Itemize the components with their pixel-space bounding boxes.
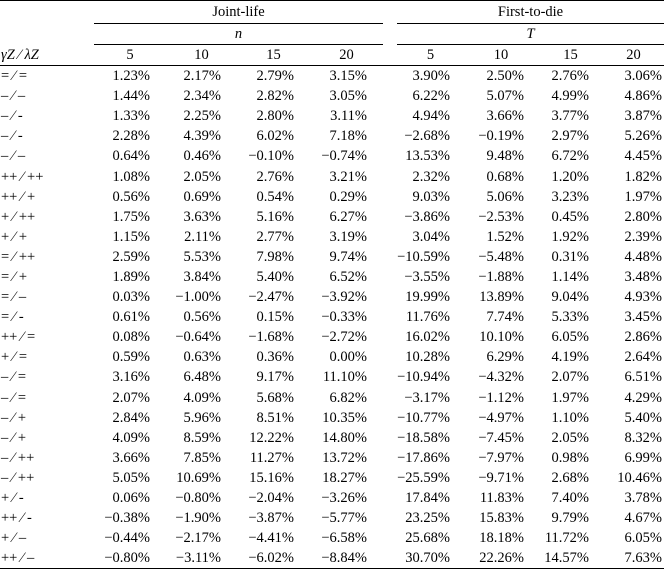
joint-life-cell: 5.05% — [112, 469, 150, 486]
first-to-die-cell: 6.99% — [624, 449, 662, 466]
joint-life-cell: 2.80% — [256, 108, 294, 125]
joint-life-cell: 5.53% — [183, 248, 221, 265]
joint-life-cell: 2.07% — [112, 389, 150, 406]
group-header-row — [0, 1, 664, 24]
first-to-die-cell: 30.70% — [397, 548, 464, 569]
group-joint-life: Joint-life — [94, 1, 383, 24]
joint-life-cell: 2.34% — [183, 88, 221, 105]
first-to-die-cell: 16.02% — [405, 329, 450, 346]
first-to-die-cell: 23.25% — [405, 510, 450, 527]
first-to-die-cell: 4.94% — [412, 108, 450, 125]
first-to-die-cell: 6.29% — [486, 349, 524, 366]
first-to-die-cell: 10.10% — [479, 329, 524, 346]
joint-life-cell: 0.06% — [112, 490, 150, 507]
first-to-die-cell: −18.58% — [397, 429, 450, 446]
first-to-die-cell: 13.53% — [405, 148, 450, 165]
first-to-die-cell: −5.48% — [478, 248, 524, 265]
first-to-die-cell: 7.74% — [486, 309, 524, 326]
first-to-die-cell: 2.39% — [624, 228, 662, 245]
first-to-die-cell: 3.48% — [624, 268, 662, 285]
table-row — [0, 106, 664, 126]
row-label: – ⁄ ++ — [1, 469, 35, 486]
joint-life-cell: 0.61% — [112, 309, 150, 326]
first-to-die-cell: −10.77% — [397, 409, 450, 426]
first-to-die-cell: 4.99% — [551, 88, 589, 105]
joint-life-cell: 2.77% — [256, 228, 294, 245]
first-to-die-cell: −2.53% — [478, 208, 524, 225]
row-label: = ⁄ = — [1, 68, 28, 85]
table-row — [0, 327, 664, 347]
row-label: ++ ⁄ – — [0, 548, 94, 569]
row-label: = ⁄ - — [1, 309, 24, 326]
joint-life-cell: 4.39% — [183, 128, 221, 145]
table-row — [0, 86, 664, 106]
joint-life-cell: −2.17% — [175, 530, 221, 547]
first-to-die-cell: 6.51% — [624, 369, 662, 386]
joint-life-cell: 0.54% — [256, 188, 294, 205]
joint-life-cell: 3.21% — [329, 168, 367, 185]
joint-life-cell: −0.10% — [248, 148, 294, 165]
joint-life-cell: 1.33% — [112, 108, 150, 125]
joint-life-cell: 2.82% — [256, 88, 294, 105]
joint-life-cell: −6.02% — [237, 548, 310, 569]
first-to-die-cell: 2.80% — [624, 208, 662, 225]
table-row — [0, 146, 664, 166]
table-row — [0, 448, 664, 468]
joint-life-cell: 1.89% — [112, 268, 150, 285]
first-to-die-cell: −9.71% — [478, 469, 524, 486]
row-label: = ⁄ ++ — [1, 248, 36, 265]
row-label: – ⁄ + — [1, 409, 27, 426]
table-row — [0, 287, 664, 307]
joint-life-cell: 2.28% — [112, 128, 150, 145]
first-to-die-cell: 18.18% — [479, 530, 524, 547]
first-to-die-cell: 4.45% — [624, 148, 662, 165]
joint-life-cell: 0.59% — [112, 349, 150, 366]
joint-life-cell: 5.40% — [256, 268, 294, 285]
joint-life-cell: −3.11% — [166, 548, 237, 569]
joint-life-cell: 2.11% — [184, 228, 221, 245]
row-label: + ⁄ ++ — [1, 208, 36, 225]
first-to-die-cell: 1.92% — [551, 228, 589, 245]
first-to-die-cell: −2.68% — [404, 128, 450, 145]
subheader-n: n — [94, 24, 383, 45]
first-to-die-cell: 4.86% — [624, 88, 662, 105]
joint-life-cell: −1.00% — [175, 289, 221, 306]
first-to-die-cell: 8.32% — [624, 429, 662, 446]
joint-life-cell: −0.44% — [104, 530, 150, 547]
joint-life-cell: 2.05% — [183, 168, 221, 185]
first-to-die-cell: 1.10% — [551, 409, 589, 426]
row-label: ++ ⁄ = — [1, 329, 36, 346]
first-to-die-cell: 3.90% — [412, 68, 450, 85]
row-label: – ⁄ = — [1, 369, 27, 386]
joint-life-cell: −1.90% — [175, 510, 221, 527]
table-row — [0, 187, 664, 207]
joint-life-cell: −0.38% — [104, 510, 150, 527]
first-to-die-cell: 9.03% — [412, 188, 450, 205]
joint-life-cell: 3.05% — [329, 88, 367, 105]
joint-life-cell: 3.16% — [112, 369, 150, 386]
first-to-die-cell: 9.04% — [551, 289, 589, 306]
table-row — [0, 508, 664, 528]
table-row — [0, 468, 664, 488]
joint-life-cell: 2.79% — [256, 68, 294, 85]
first-to-die-cell: −3.17% — [404, 389, 450, 406]
joint-life-cell: 5.16% — [256, 208, 294, 225]
row-label: ++ ⁄ - — [1, 510, 32, 527]
first-to-die-cell: 2.07% — [551, 369, 589, 386]
first-to-die-cell: 3.87% — [624, 108, 662, 125]
first-to-die-cell: −17.86% — [397, 449, 450, 466]
joint-life-cell: 0.00% — [329, 349, 367, 366]
first-to-die-cell: 5.40% — [624, 409, 662, 426]
table-row — [0, 388, 664, 408]
joint-life-cell: 3.11% — [330, 108, 367, 125]
first-to-die-cell: 2.64% — [624, 349, 662, 366]
joint-life-cell: 1.75% — [112, 208, 150, 225]
joint-life-cell: −2.04% — [248, 490, 294, 507]
joint-life-cell: 10.35% — [322, 409, 367, 426]
joint-life-cell: 0.08% — [112, 329, 150, 346]
first-to-die-cell: −7.97% — [478, 449, 524, 466]
joint-life-cell: 11.10% — [322, 369, 367, 386]
first-to-die-cell: 0.31% — [551, 248, 589, 265]
joint-life-cell: −3.92% — [321, 289, 367, 306]
table-row — [0, 408, 664, 428]
first-to-die-cell: −1.12% — [478, 389, 524, 406]
first-to-die-cell: 11.83% — [479, 490, 524, 507]
joint-life-cell: 11.27% — [249, 449, 294, 466]
row-label: ++ ⁄ + — [1, 188, 36, 205]
joint-life-cell: −2.72% — [321, 329, 367, 346]
first-to-die-cell: 6.05% — [624, 530, 662, 547]
joint-life-cell: 1.44% — [112, 88, 150, 105]
joint-life-cell: 1.08% — [112, 168, 150, 185]
first-to-die-cell: 1.82% — [624, 168, 662, 185]
joint-life-cell: 2.76% — [256, 168, 294, 185]
first-to-die-cell: 1.14% — [551, 268, 589, 285]
joint-life-cell: 5.96% — [183, 409, 221, 426]
joint-life-cell: 0.56% — [112, 188, 150, 205]
joint-life-cell: −8.84% — [310, 548, 383, 569]
table-row — [0, 126, 664, 146]
first-to-die-cell: 2.50% — [486, 68, 524, 85]
column-header: 5 — [126, 47, 134, 63]
row-label: = ⁄ – — [1, 289, 27, 306]
column-header: 10 — [194, 47, 209, 63]
first-to-die-cell: 4.67% — [624, 510, 662, 527]
table-row — [0, 528, 664, 548]
row-label: + ⁄ = — [1, 349, 28, 366]
joint-life-cell: 6.02% — [256, 128, 294, 145]
joint-life-cell: −0.33% — [321, 309, 367, 326]
first-to-die-cell: 14.57% — [538, 548, 603, 569]
joint-life-cell: 8.59% — [183, 429, 221, 446]
first-to-die-cell: 4.93% — [624, 289, 662, 306]
first-to-die-cell: 1.20% — [551, 168, 589, 185]
table-row — [0, 548, 664, 569]
first-to-die-cell: 5.06% — [486, 188, 524, 205]
joint-life-cell: 2.17% — [183, 68, 221, 85]
joint-life-cell: 6.48% — [183, 369, 221, 386]
joint-life-cell: 6.27% — [329, 208, 367, 225]
column-header: 15 — [266, 47, 281, 63]
first-to-die-cell: −7.45% — [478, 429, 524, 446]
joint-life-cell: 12.22% — [249, 429, 294, 446]
row-label: + ⁄ - — [1, 490, 24, 507]
column-header: 20 — [626, 47, 641, 63]
first-to-die-cell: 5.33% — [551, 309, 589, 326]
joint-life-cell: 7.85% — [183, 449, 221, 466]
joint-life-cell: 15.16% — [249, 469, 294, 486]
first-to-die-cell: 2.97% — [551, 128, 589, 145]
joint-life-cell: −1.68% — [248, 329, 294, 346]
joint-life-cell: −2.47% — [248, 289, 294, 306]
first-to-die-cell: −10.59% — [397, 248, 450, 265]
row-label-header: γZ ⁄ λZ — [1, 46, 39, 63]
first-to-die-cell: 4.19% — [551, 349, 589, 366]
joint-life-cell: −0.74% — [321, 148, 367, 165]
joint-life-cell: 1.23% — [112, 68, 150, 85]
table-row — [0, 247, 664, 267]
first-to-die-cell: 22.26% — [464, 548, 538, 569]
joint-life-cell: 0.69% — [183, 188, 221, 205]
first-to-die-cell: 4.29% — [624, 389, 662, 406]
first-to-die-cell: 6.05% — [551, 329, 589, 346]
table-row — [0, 347, 664, 367]
row-label: + ⁄ + — [1, 228, 28, 245]
row-label: – ⁄ - — [1, 128, 23, 145]
table-row — [0, 488, 664, 508]
first-to-die-cell: 15.83% — [479, 510, 524, 527]
row-label: – ⁄ - — [1, 108, 23, 125]
joint-life-cell: 9.74% — [329, 248, 367, 265]
joint-life-cell: 7.98% — [256, 248, 294, 265]
joint-life-cell: 0.03% — [112, 289, 150, 306]
joint-life-cell: 0.36% — [256, 349, 294, 366]
first-to-die-cell: 6.72% — [551, 148, 589, 165]
first-to-die-cell: 1.97% — [551, 389, 589, 406]
first-to-die-cell: 10.28% — [405, 349, 450, 366]
joint-life-cell: 4.09% — [112, 429, 150, 446]
first-to-die-cell: 5.07% — [486, 88, 524, 105]
first-to-die-cell: 7.63% — [603, 548, 664, 569]
row-label: = ⁄ + — [1, 268, 28, 285]
first-to-die-cell: 11.76% — [405, 309, 450, 326]
first-to-die-cell: −4.97% — [478, 409, 524, 426]
joint-life-cell: 14.80% — [322, 429, 367, 446]
row-label: – ⁄ ++ — [1, 449, 35, 466]
joint-life-cell: −6.58% — [321, 530, 367, 547]
column-header: 5 — [426, 47, 435, 63]
joint-life-cell: 3.19% — [329, 228, 367, 245]
row-label: – ⁄ + — [1, 429, 27, 446]
first-to-die-cell: −3.86% — [404, 208, 450, 225]
table-row — [0, 367, 664, 387]
table-row — [0, 267, 664, 287]
joint-life-cell: −3.26% — [321, 490, 367, 507]
table-row — [0, 227, 664, 247]
joint-life-cell: 9.17% — [256, 369, 294, 386]
first-to-die-cell: −3.55% — [404, 268, 450, 285]
first-to-die-cell: −4.32% — [478, 369, 524, 386]
joint-life-cell: 0.56% — [183, 309, 221, 326]
first-to-die-cell: 3.06% — [624, 68, 662, 85]
joint-life-cell: 5.68% — [256, 389, 294, 406]
joint-life-cell: 4.09% — [183, 389, 221, 406]
first-to-die-cell: 13.89% — [479, 289, 524, 306]
table-row — [0, 428, 664, 448]
first-to-die-cell: 3.45% — [624, 309, 662, 326]
row-label: – ⁄ – — [1, 88, 26, 105]
joint-life-cell: 2.59% — [112, 248, 150, 265]
first-to-die-cell: 1.52% — [486, 228, 524, 245]
first-to-die-cell: 2.86% — [624, 329, 662, 346]
joint-life-cell: −0.64% — [175, 329, 221, 346]
table-row — [0, 307, 664, 327]
joint-life-cell: 2.25% — [183, 108, 221, 125]
joint-life-cell: −4.41% — [248, 530, 294, 547]
first-to-die-cell: 4.48% — [624, 248, 662, 265]
table-row — [0, 166, 664, 186]
first-to-die-cell: 0.45% — [551, 208, 589, 225]
row-label: ++ ⁄ ++ — [1, 168, 44, 185]
first-to-die-cell: 7.40% — [551, 490, 589, 507]
joint-life-cell: 8.51% — [256, 409, 294, 426]
joint-life-cell: 2.84% — [112, 409, 150, 426]
joint-life-cell: 6.82% — [329, 389, 367, 406]
first-to-die-cell: 9.48% — [486, 148, 524, 165]
joint-life-cell: 0.15% — [256, 309, 294, 326]
first-to-die-cell: 25.68% — [405, 530, 450, 547]
joint-life-cell: 0.64% — [112, 148, 150, 165]
column-header: 10 — [493, 47, 509, 63]
joint-life-cell: 10.69% — [176, 469, 221, 486]
row-label: – ⁄ – — [1, 148, 26, 165]
first-to-die-cell: 2.68% — [551, 469, 589, 486]
joint-life-cell: −3.87% — [248, 510, 294, 527]
joint-life-cell: 3.84% — [183, 268, 221, 285]
first-to-die-cell: 3.78% — [624, 490, 662, 507]
column-header-row — [0, 45, 664, 66]
row-label: – ⁄ = — [1, 389, 27, 406]
joint-life-cell: 3.15% — [329, 68, 367, 85]
first-to-die-cell: 1.97% — [624, 188, 662, 205]
column-header: 20 — [339, 47, 354, 63]
joint-life-cell: −0.80% — [175, 490, 221, 507]
joint-life-cell: 7.18% — [329, 128, 367, 145]
subheader-t: T — [397, 24, 664, 45]
subheader-row — [0, 24, 664, 45]
joint-life-cell: 0.63% — [183, 349, 221, 366]
first-to-die-cell: 5.26% — [624, 128, 662, 145]
first-to-die-cell: 3.66% — [486, 108, 524, 125]
first-to-die-cell: 3.77% — [551, 108, 589, 125]
first-to-die-cell: 2.05% — [551, 429, 589, 446]
joint-life-cell: 0.29% — [329, 188, 367, 205]
first-to-die-cell: 19.99% — [405, 289, 450, 306]
first-to-die-cell: −10.94% — [397, 369, 450, 386]
joint-life-cell: 3.63% — [183, 208, 221, 225]
group-first-to-die: First-to-die — [397, 1, 664, 24]
first-to-die-cell: 2.32% — [412, 168, 450, 185]
joint-life-cell: 1.15% — [112, 228, 150, 245]
first-to-die-cell: −0.19% — [478, 128, 524, 145]
joint-life-cell: 6.52% — [329, 268, 367, 285]
joint-life-cell: 0.46% — [183, 148, 221, 165]
first-to-die-cell: 17.84% — [405, 490, 450, 507]
joint-life-cell: −5.77% — [321, 510, 367, 527]
first-to-die-cell: 0.68% — [486, 168, 524, 185]
column-header: 15 — [563, 47, 578, 63]
first-to-die-cell: 6.22% — [412, 88, 450, 105]
first-to-die-cell: 11.72% — [544, 530, 589, 547]
row-label: + ⁄ – — [1, 530, 27, 547]
joint-life-cell: 18.27% — [322, 469, 367, 486]
first-to-die-cell: 0.98% — [551, 449, 589, 466]
table-row — [0, 66, 664, 87]
joint-life-cell: −0.80% — [94, 548, 166, 569]
joint-life-cell: 13.72% — [322, 449, 367, 466]
joint-life-cell: 3.66% — [112, 449, 150, 466]
first-to-die-cell: 10.46% — [617, 469, 662, 486]
first-to-die-cell: 9.79% — [551, 510, 589, 527]
first-to-die-cell: −1.88% — [478, 268, 524, 285]
table-body — [0, 66, 664, 569]
table-row — [0, 207, 664, 227]
first-to-die-cell: 2.76% — [551, 68, 589, 85]
first-to-die-cell: 3.04% — [412, 228, 450, 245]
first-to-die-cell: −25.59% — [397, 469, 450, 486]
first-to-die-cell: 3.23% — [551, 188, 589, 205]
